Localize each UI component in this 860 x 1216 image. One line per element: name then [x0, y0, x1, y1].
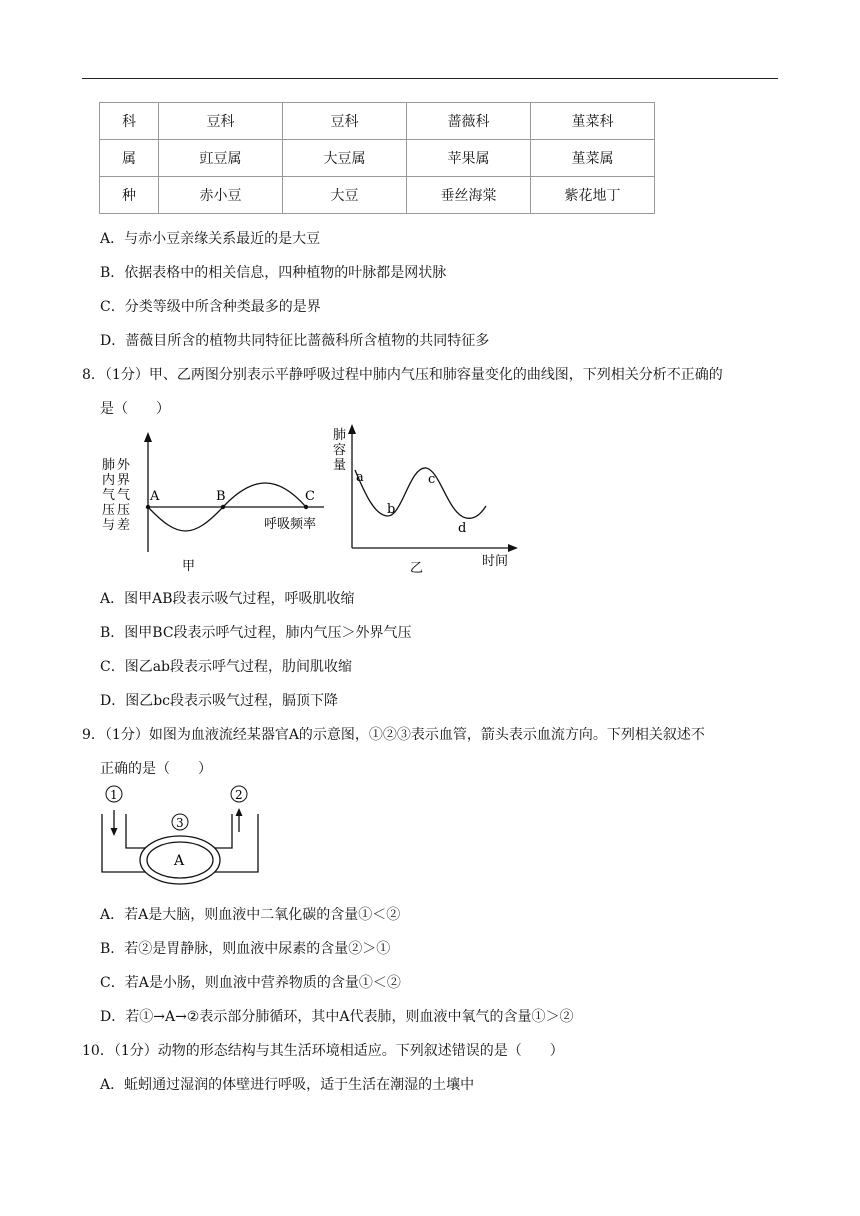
- q7-option-c: C．分类等级中所含种类最多的是界: [100, 299, 321, 315]
- classification-table: [99, 102, 655, 214]
- yi-ylabel-1: 肺: [333, 428, 347, 443]
- table-cell: 大豆: [283, 177, 407, 214]
- table-cell: 蔷薇科: [407, 103, 531, 140]
- table-cell: 紫花地丁: [531, 177, 655, 214]
- jia-point-c-dot: [304, 505, 308, 509]
- table-cell: 豆科: [283, 103, 407, 140]
- yi-point-a: a: [356, 470, 364, 485]
- q10-stem: 10．（1分）动物的形态结构与其生活环境相适应。下列叙述错误的是（ ）: [82, 1043, 564, 1059]
- table-row: [100, 103, 655, 140]
- vessel-inner-left: [126, 814, 148, 848]
- figure-blood-flow: [96, 784, 268, 894]
- table-cell: 堇菜属: [531, 140, 655, 177]
- vessel-outer-right: [214, 814, 258, 872]
- q8-option-c: C．图乙ab段表示呼气过程，肋间肌收缩: [100, 659, 353, 675]
- q8-stem-line2: 是（ ）: [100, 401, 170, 417]
- vessel-2-label: 2: [235, 788, 243, 802]
- vessel-1-label: 1: [110, 788, 118, 802]
- vessel-3-label: 3: [176, 816, 184, 830]
- q9-option-b: B．若②是胃静脉，则血液中尿素的含量②＞①: [100, 941, 391, 957]
- table-cell: 豆科: [159, 103, 283, 140]
- figure-yi: [330, 424, 530, 578]
- q7-option-d: D．蔷薇目所含的植物共同特征比蔷薇科所含植物的共同特征多: [100, 333, 490, 349]
- q7-option-a: A．与赤小豆亲缘关系最近的是大豆: [100, 231, 321, 247]
- jia-y-arrow: [144, 432, 152, 442]
- jia-ylabel-6: 外: [117, 458, 131, 473]
- q9-option-d: D．若①→A→②表示部分肺循环，其中A代表肺，则血液中氧气的含量①＞②: [100, 1009, 574, 1025]
- jia-ylabel-4: 压: [102, 503, 116, 518]
- q9-option-a: A．若A是大脑，则血液中二氧化碳的含量①＜②: [100, 907, 401, 923]
- jia-ylabel-10: 差: [117, 518, 131, 533]
- jia-xlabel: 呼吸频率: [264, 517, 317, 532]
- q8-stem-line1: 8．（1分）甲、乙两图分别表示平静呼吸过程中肺内气压和肺容量变化的曲线图，下列相关分析不正确的: [82, 367, 723, 383]
- q9-stem-line2: 正确的是（ ）: [100, 761, 212, 777]
- yi-x-arrow: [508, 544, 518, 552]
- yi-point-b: b: [387, 502, 396, 517]
- flow-in-arrow-head: [111, 828, 118, 836]
- jia-ylabel-2: 内: [102, 473, 116, 488]
- jia-point-a-dot: [146, 505, 150, 509]
- organ-label: A: [174, 853, 185, 869]
- q8-option-a: A．图甲AB段表示吸气过程，呼吸肌收缩: [100, 591, 355, 607]
- q7-option-b: B．依据表格中的相关信息，四种植物的叶脉都是网状脉: [100, 265, 447, 281]
- table-cell: 科: [100, 103, 159, 140]
- table-cell: 苹果属: [407, 140, 531, 177]
- table-cell: 属: [100, 140, 159, 177]
- header-rule: [82, 78, 778, 79]
- q9-stem-line1: 9．（1分）如图为血液流经某器官A的示意图，①②③表示血管，箭头表示血流方向。下列相关叙述不: [82, 727, 705, 743]
- table-cell: 大豆属: [283, 140, 407, 177]
- q8-option-b: B．图甲BC段表示呼气过程，肺内气压＞外界气压: [100, 625, 412, 641]
- jia-point-b: B: [216, 489, 226, 504]
- yi-caption: 乙: [410, 561, 424, 576]
- table-cell: 赤小豆: [159, 177, 283, 214]
- q9-option-c: C．若A是小肠，则血液中营养物质的含量①＜②: [100, 975, 401, 991]
- yi-point-d: d: [458, 521, 467, 536]
- jia-point-a: A: [150, 489, 160, 504]
- jia-point-b-dot: [221, 505, 225, 509]
- yi-y-arrow: [348, 424, 356, 434]
- vessel-inner-right: [214, 814, 232, 848]
- q10-option-a: A．蚯蚓通过湿润的体壁进行呼吸，适于生活在潮湿的土壤中: [100, 1077, 475, 1093]
- yi-curve: [355, 468, 486, 518]
- jia-ylabel-7: 界: [117, 473, 131, 488]
- yi-xlabel: 时间: [482, 554, 509, 569]
- table-cell: 垂丝海棠: [407, 177, 531, 214]
- jia-ylabel-3: 气: [102, 488, 116, 503]
- table-row: [100, 140, 655, 177]
- jia-ylabel-1: 肺: [102, 458, 116, 473]
- yi-point-c: c: [428, 472, 436, 487]
- jia-ylabel-9: 压: [117, 503, 131, 518]
- jia-ylabel-8: 气: [117, 488, 131, 503]
- table-cell: 豇豆属: [159, 140, 283, 177]
- table-cell: 种: [100, 177, 159, 214]
- figure-jia: [98, 430, 343, 578]
- jia-point-c: C: [305, 489, 315, 504]
- yi-ylabel-2: 容: [333, 443, 347, 458]
- q8-option-d: D．图乙bc段表示吸气过程，膈顶下降: [100, 693, 339, 709]
- table-cell: 堇菜科: [531, 103, 655, 140]
- table-row: [100, 177, 655, 214]
- flow-out-arrow-head: [236, 808, 243, 816]
- jia-ylabel-5: 与: [102, 518, 116, 533]
- yi-ylabel-3: 量: [333, 458, 347, 473]
- jia-caption: 甲: [182, 559, 196, 574]
